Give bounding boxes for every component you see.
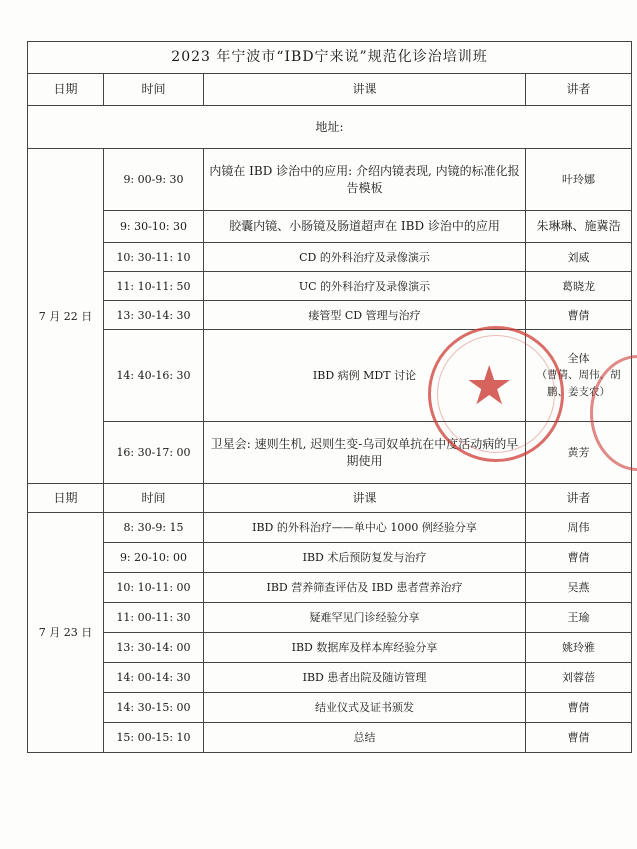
lecture-cell: IBD 数据库及样本库经验分享 <box>204 633 526 663</box>
lecture-cell: IBD 术后预防复发与治疗 <box>204 543 526 573</box>
table-row <box>28 633 632 663</box>
day1-date: 7 月 22 日 <box>28 149 104 484</box>
table-row <box>28 723 632 753</box>
address-label: 地址: <box>28 106 632 149</box>
speaker-cell: 曹倩 <box>526 723 632 753</box>
time-cell: 11: 10-11: 50 <box>104 272 204 301</box>
time-cell: 10: 30-11: 10 <box>104 243 204 272</box>
time-cell: 14: 00-14: 30 <box>104 663 204 693</box>
table-row <box>28 543 632 573</box>
table-row <box>28 211 632 243</box>
speaker-note: （曹倩、周伟、胡鹏、姜支农） <box>536 369 621 398</box>
speaker-cell: 曹倩 <box>526 693 632 723</box>
lecture-cell: CD 的外科治疗及录像演示 <box>204 243 526 272</box>
schedule-table <box>27 41 632 753</box>
day2-date: 7 月 23 日 <box>28 513 104 753</box>
table-row <box>28 693 632 723</box>
header-row-2 <box>28 484 632 513</box>
lecture-cell: 瘘管型 CD 管理与治疗 <box>204 301 526 330</box>
lecture-cell: 总结 <box>204 723 526 753</box>
time-cell: 16: 30-17: 00 <box>104 422 204 484</box>
time-cell: 14: 40-16: 30 <box>104 330 204 422</box>
speaker-cell: 黄芳 <box>526 422 632 484</box>
header-speaker: 讲者 <box>526 484 632 513</box>
table-row <box>28 422 632 484</box>
table-row <box>28 301 632 330</box>
time-cell: 9: 30-10: 30 <box>104 211 204 243</box>
header-time: 时间 <box>104 484 204 513</box>
lecture-cell: 卫星会: 速则生机, 迟则生变-乌司奴单抗在中度活动病的早期使用 <box>204 422 526 484</box>
lecture-cell: IBD 患者出院及随访管理 <box>204 663 526 693</box>
time-cell: 9: 00-9: 30 <box>104 149 204 211</box>
table-row <box>28 243 632 272</box>
time-cell: 13: 30-14: 30 <box>104 301 204 330</box>
lecture-cell: UC 的外科治疗及录像演示 <box>204 272 526 301</box>
speaker-cell: 刘蓉蓓 <box>526 663 632 693</box>
header-time: 时间 <box>104 74 204 106</box>
time-cell: 8: 30-9: 15 <box>104 513 204 543</box>
time-cell: 9: 20-10: 00 <box>104 543 204 573</box>
document-title: 2023 年宁波市“IBD宁来说”规范化诊治培训班 <box>28 42 632 74</box>
time-cell: 11: 00-11: 30 <box>104 603 204 633</box>
speaker-cell: 王瑜 <box>526 603 632 633</box>
speaker-cell: 葛晓龙 <box>526 272 632 301</box>
lecture-cell: 内镜在 IBD 诊治中的应用: 介绍内镜表现, 内镜的标准化报告模板 <box>204 149 526 211</box>
speaker-cell: 周伟 <box>526 513 632 543</box>
header-lecture: 讲课 <box>204 484 526 513</box>
time-cell: 10: 10-11: 00 <box>104 573 204 603</box>
speaker-cell: 姚玲雅 <box>526 633 632 663</box>
header-date: 日期 <box>28 74 104 106</box>
table-row <box>28 149 632 211</box>
star-icon: ★ <box>465 354 514 417</box>
time-cell: 14: 30-15: 00 <box>104 693 204 723</box>
speaker-cell: 刘威 <box>526 243 632 272</box>
speaker-cell: 吴燕 <box>526 573 632 603</box>
speaker-cell: 朱琳琳、施冀浩 <box>526 211 632 243</box>
lecture-cell: 疑难罕见门诊经验分享 <box>204 603 526 633</box>
header-row <box>28 74 632 106</box>
table-row <box>28 663 632 693</box>
lecture-cell: IBD 的外科治疗——单中心 1000 例经验分享 <box>204 513 526 543</box>
speaker-cell: 曹倩 <box>526 543 632 573</box>
speaker-main: 全体 <box>567 352 590 365</box>
table-row <box>28 513 632 543</box>
header-lecture: 讲课 <box>204 74 526 106</box>
lecture-cell: IBD 营养筛查评估及 IBD 患者营养治疗 <box>204 573 526 603</box>
time-cell: 13: 30-14: 00 <box>104 633 204 663</box>
lecture-cell: 结业仪式及证书颁发 <box>204 693 526 723</box>
header-speaker: 讲者 <box>526 74 632 106</box>
speaker-cell: 曹倩 <box>526 301 632 330</box>
speaker-cell <box>526 330 632 422</box>
time-cell: 15: 00-15: 10 <box>104 723 204 753</box>
table-row <box>28 573 632 603</box>
lecture-cell: IBD 病例 MDT 讨论 <box>204 330 526 422</box>
speaker-cell: 叶玲娜 <box>526 149 632 211</box>
table-row <box>28 330 632 422</box>
header-date: 日期 <box>28 484 104 513</box>
table-row <box>28 603 632 633</box>
lecture-cell: 胶囊内镜、小肠镜及肠道超声在 IBD 诊治中的应用 <box>204 211 526 243</box>
table-row <box>28 272 632 301</box>
